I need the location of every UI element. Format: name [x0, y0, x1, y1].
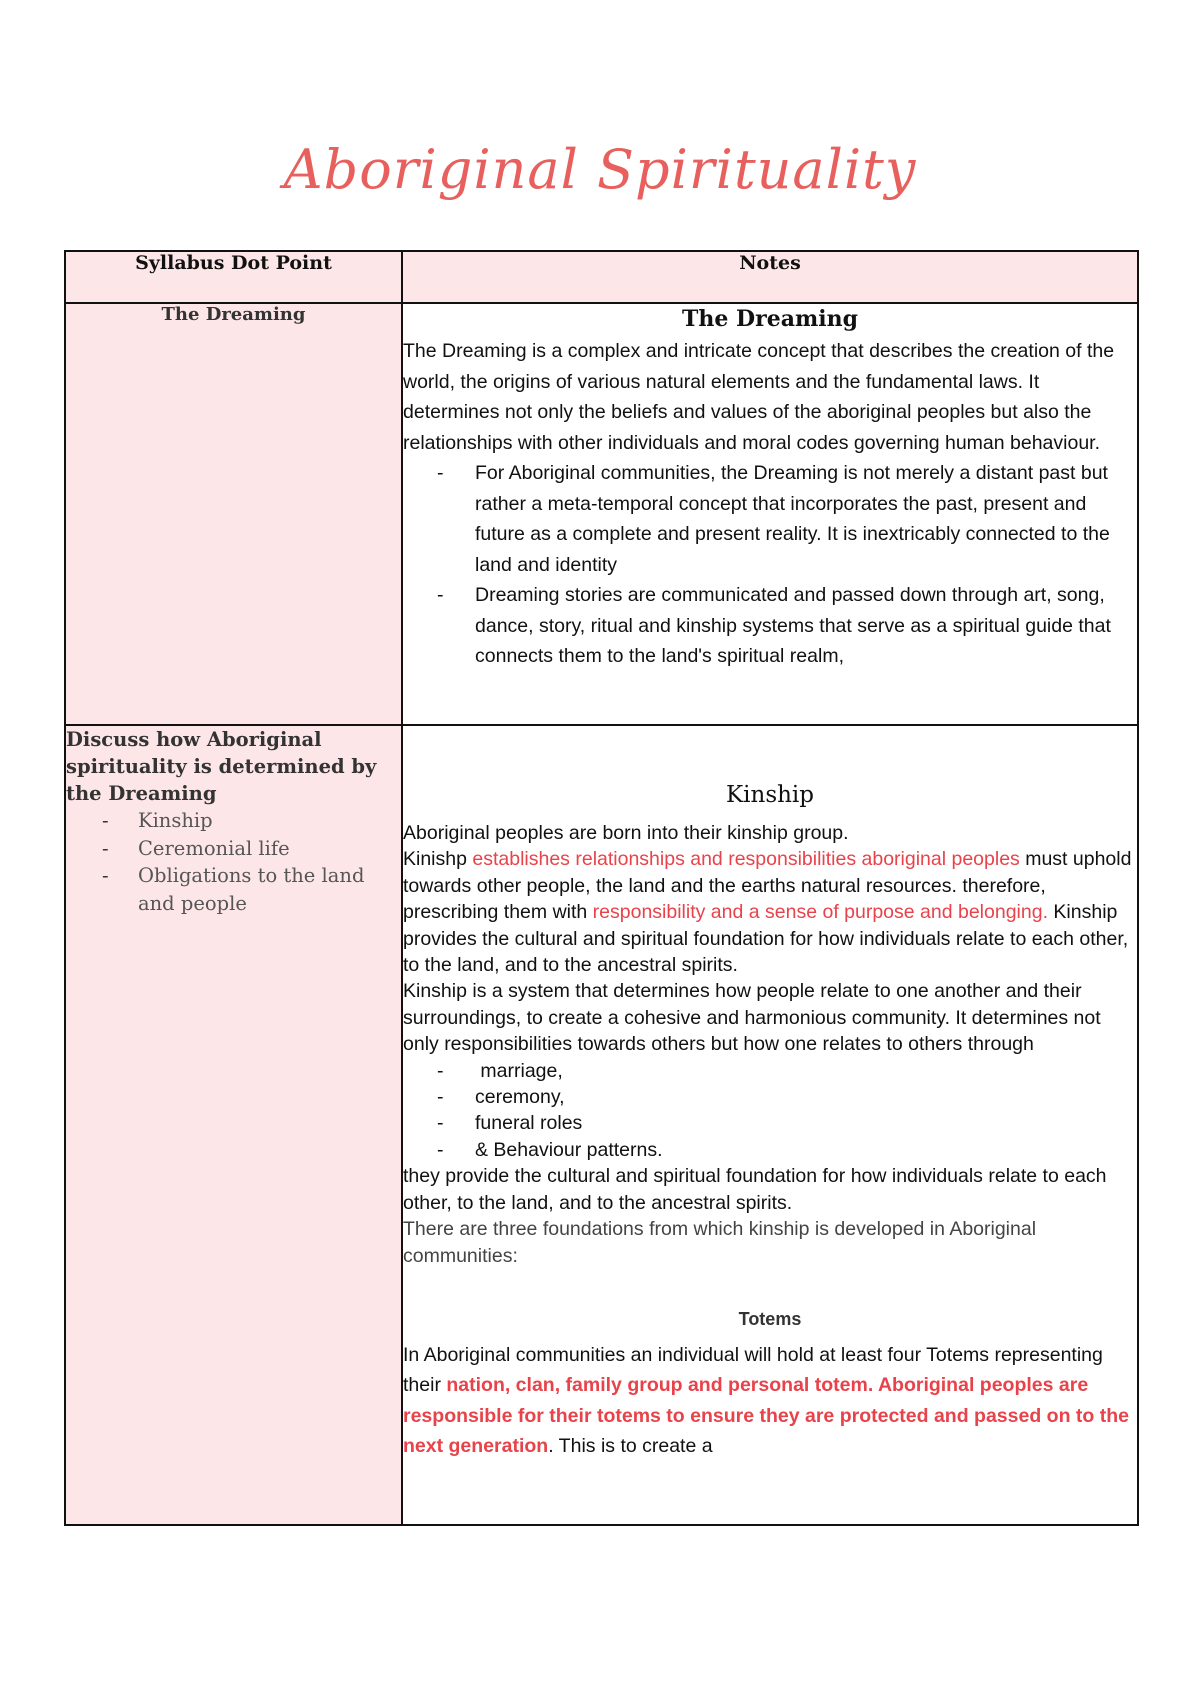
list-item: - ceremony,	[475, 1084, 1137, 1110]
list-item: - marriage,	[475, 1058, 1137, 1084]
table-header-row	[65, 251, 1138, 303]
notes-table	[64, 250, 1139, 1526]
dreaming-paragraph: The Dreaming is a complex and intricate concept that describes the creation of the world, the origins of various natural elements and the fundamental laws. It determines not only the beliefs and values of the aboriginal peoples but also the relationships with other individuals and moral codes governing human behaviour.	[403, 340, 1115, 454]
totems-paragraph	[403, 1340, 1137, 1462]
foundation-paragraph: they provide the cultural and spiritual foundation for how individuals relate to each other, to the land, and to the ancestral spirits.	[403, 1165, 1107, 1214]
highlighted-text: Aboriginal peoples are responsible for their totems to ensure they are protected and passed on to the next generation	[403, 1374, 1129, 1458]
list-item: - funeral roles	[475, 1110, 1137, 1136]
dot-point-label: The Dreaming	[161, 304, 306, 325]
dot-point-list	[66, 807, 401, 917]
text-run: Kinship provides the cultural and spiritual foundation for how individuals relate to each other, to the land, and to the ancestral spirits.	[403, 901, 1129, 977]
highlighted-text: establishes relationships and responsibilities aboriginal peoples	[472, 848, 1020, 871]
text-run: . This is to create a	[548, 1435, 713, 1458]
notes-cell	[402, 725, 1138, 1525]
kinship-paragraph	[403, 846, 1137, 978]
list-item: - Kinship	[138, 807, 401, 835]
kinship-system-paragraph: Kinship is a system that determines how people relate to one another and their surroundings, to create a cohesive and harmonious community. It determines not only responsibilities towards others but how one relates to others through	[403, 980, 1101, 1056]
list-item: - For Aboriginal communities, the Dreaming is not merely a distant past but rather a meta-temporal concept that incorporates the past, present and future as a complete and present reality. It is inextricably connected to the land and identity	[475, 458, 1137, 580]
dreaming-bullet-list	[403, 458, 1137, 672]
column-header-syllabus: Syllabus Dot Point	[65, 251, 402, 303]
list-item: - Ceremonial life	[138, 835, 401, 863]
list-item: - & Behaviour patterns.	[475, 1137, 1137, 1163]
text-run: must uphold towards other people, the land and the earths natural resources. therefore, prescribing them with	[403, 848, 1132, 924]
kinship-intro: Aboriginal peoples are born into their kinship group.	[403, 822, 849, 844]
page-title: Aboriginal Spirituality	[283, 138, 917, 201]
subheading-totems: Totems	[738, 1308, 802, 1329]
list-item: - Obligations to the land and people	[138, 862, 401, 917]
text-run: Kinishp	[403, 848, 473, 871]
table-row	[65, 303, 1138, 725]
dot-point-question: Discuss how Aboriginal spirituality is determined by the Dreaming	[66, 728, 377, 805]
column-header-notes: Notes	[402, 251, 1138, 303]
list-item: - Dreaming stories are communicated and passed down through art, song, dance, story, ritual and kinship systems that serve as a spiritual guide that connects them to the land's spiritual realm,	[475, 580, 1137, 672]
table-row	[65, 725, 1138, 1525]
highlighted-text: responsibility and a sense of purpose and belonging.	[592, 901, 1048, 924]
three-foundations-paragraph: There are three foundations from which kinship is developed in Aboriginal communities:	[403, 1218, 1037, 1267]
highlighted-text: nation, clan, family group and personal totem.	[446, 1374, 874, 1397]
notes-cell	[402, 303, 1138, 725]
section-heading-kinship: Kinship	[725, 782, 815, 808]
text-run: In Aboriginal communities an individual will hold at least four Totems representing their	[403, 1343, 1103, 1397]
relationship-list	[403, 1058, 1137, 1164]
dot-point-cell	[65, 725, 402, 1525]
section-heading-dreaming: The Dreaming	[682, 306, 858, 332]
dot-point-cell	[65, 303, 402, 725]
